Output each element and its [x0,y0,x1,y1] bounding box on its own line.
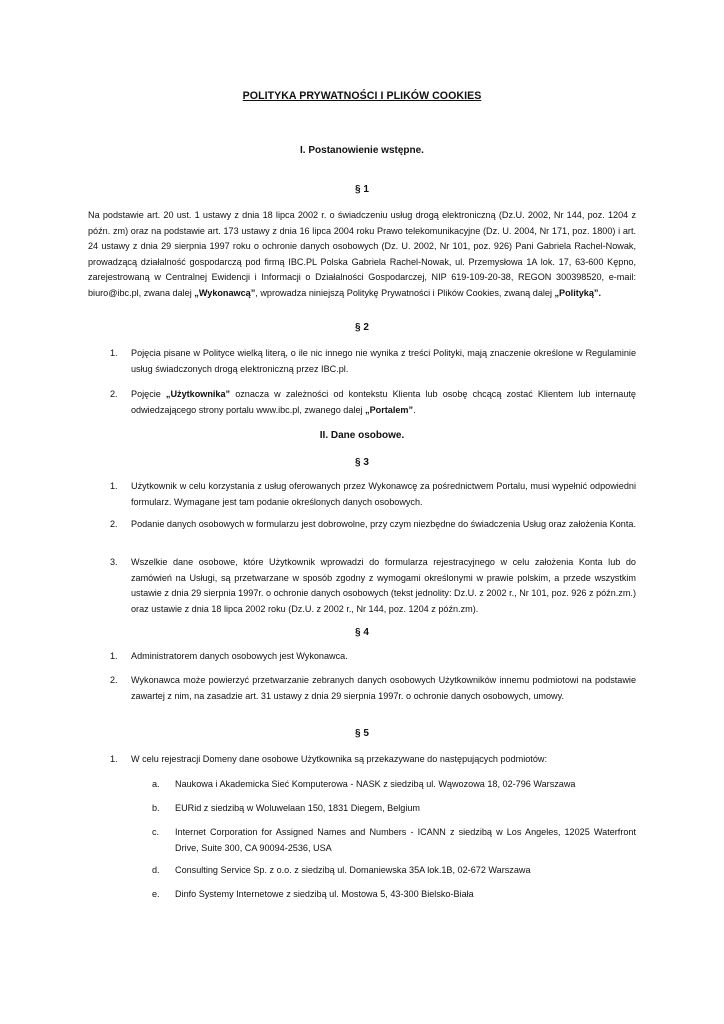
paragraph-1-bold-a: „Wykonawcą” [194,287,256,298]
sublist-letter: d. [152,865,160,875]
section-heading-2: II. Dane osobowe. [319,430,405,441]
list-item: Użytkownik w celu korzystania z usług oferowanych przez Wykonawcę za pośrednictwem Portalu, musi wypełnić odpowiedni formularz. Wymagane jest tam podanie określonych danych osobowych. [131,481,636,507]
paragraph-marker-2: § 2 [355,322,369,333]
section-heading-1: I. Postanowienie wstępne. [300,145,424,156]
list-number: 1. [110,348,118,358]
sublist-letter: b. [152,803,160,813]
list-item: Pojęcia pisane w Polityce wielką literą, o ile nic innego nie wynika z treści Polityki, mają znaczenie określone w Regulaminie usług świadczonych drogą elektroniczną przez IBC.pl. [131,348,636,374]
list-item-bold-2: „Portalem” [365,404,414,415]
list-item: Wszelkie dane osobowe, które Użytkownik wprowadzi do formularza rejestracyjnego w celu założenia Konta lub do zamówień na Usługi, są przetwarzane w sposób zgodny z wymogami określonymi w prawie polskim, a przede wszystkim ustawie z dnia 29 sierpnia 1997r. o ochronie danych osobowych (tekst jednolity: Dz.U. z 2002 r., Nr 101, poz. 926 z późn.zm.) oraz ustawie z dnia 18 lipca 2002 roku (Dz.U. z 2002 r., Nr 144, poz. 1204 z późn.zm). [131,557,636,614]
list-number: 2. [110,675,118,685]
list-number: 3. [110,557,118,567]
paragraph-marker-3: § 3 [355,457,369,468]
paragraph-1-text-b: , wprowadza niniejszą Politykę Prywatności i Plików Cookies, zwaną dalej [255,287,555,298]
list-item: W celu rejestracji Domeny dane osobowe Użytkownika są przekazywane do następujących podmiotów: [131,754,547,764]
page-title: POLITYKA PRYWATNOŚCI I PLIKÓW COOKIES [242,90,482,102]
list-number: 1. [110,651,118,661]
list-number: 2. [110,389,118,399]
sublist-letter: a. [152,779,160,789]
sublist-letter: e. [152,889,160,899]
paragraph-marker-4: § 4 [355,627,369,638]
list-item: Administratorem danych osobowych jest Wykonawca. [131,651,348,661]
list-number: 1. [110,754,118,764]
list-item [131,387,636,418]
list-item-mid: oznacza w zależności od kontekstu Klienta lub osobę chcącą zostać Klientem lub internautę odwiedzającego strony portalu www.ibc.pl, zwanego dalej [131,389,636,415]
paragraph-1-text [88,208,636,302]
list-item-pre: Pojęcie [131,389,166,399]
sublist-item: Consulting Service Sp. z o.o. z siedzibą ul. Domaniewska 35A lok.1B, 02-672 Warszawa [175,865,531,875]
list-item: Podanie danych osobowych w formularzu jest dobrowolne, przy czym niezbędne do świadczenia Usług oraz założenia Konta. [131,519,636,529]
sublist-letter: c. [152,827,160,837]
paragraph-marker-1: § 1 [355,184,369,195]
list-number: 2. [110,519,118,529]
list-item-post: . [413,404,416,415]
list-item-bold-1: „Użytkownika” [165,389,231,399]
sublist-item: Internet Corporation for Assigned Names and Numbers - ICANN z siedzibą w Los Angeles, 12025 Waterfront Drive, Suite 300, CA 90094-2536, USA [175,827,636,853]
paragraph-1-text-a: Na podstawie art. 20 ust. 1 ustawy z dnia 18 lipca 2002 r. o świadczeniu usług drogą elektroniczną (Dz.U. 2002, Nr 144, poz. 1204 z późn. zm) oraz na podstawie art. 173 ustawy z dnia 16 lipca 2004 roku Prawo telekomunikacyjne (Dz. U. 2004, Nr 171, poz. 1800) i art. 24 ustawy z dnia 29 sierpnia 1997 roku o ochronie danych osobowych (Dz. U. 2002, Nr 101, poz. 926) Pani Gabriela Rachel-Nowak, prowadzącą działalność gospodarczą pod firmą IBC.PL Polska Gabriela Rachel-Nowak, ul. Przemysłowa 1A lok. 17, 63-600 Kępno, zarejestrowaną w Centralnej Ewidencji i Informacji o Działalności Gospodarczej, NIP 619-109-20-38, REGON 300398520, e-mail: biuro@ibc.pl, zwana dalej [88,210,636,298]
paragraph-marker-5: § 5 [355,728,369,739]
sublist-item: EURid z siedzibą w Woluwelaan 150, 1831 Diegem, Belgium [175,803,420,813]
paragraph-1-bold-b: „Polityką”. [554,287,601,298]
sublist-item: Dinfo Systemy Internetowe z siedzibą ul. Mostowa 5, 43-300 Bielsko-Biała [175,889,474,899]
sublist-item: Naukowa i Akademicka Sieć Komputerowa - NASK z siedzibą ul. Wąwozowa 18, 02-796 Warszawa [175,779,576,789]
list-item: Wykonawca może powierzyć przetwarzanie zebranych danych osobowych Użytkowników innemu podmiotowi na podstawie zawartej z nim, na zasadzie art. 31 ustawy z dnia 29 sierpnia 1997r. o ochronie danych osobowych, umowy. [131,675,636,701]
list-number: 1. [110,481,118,491]
